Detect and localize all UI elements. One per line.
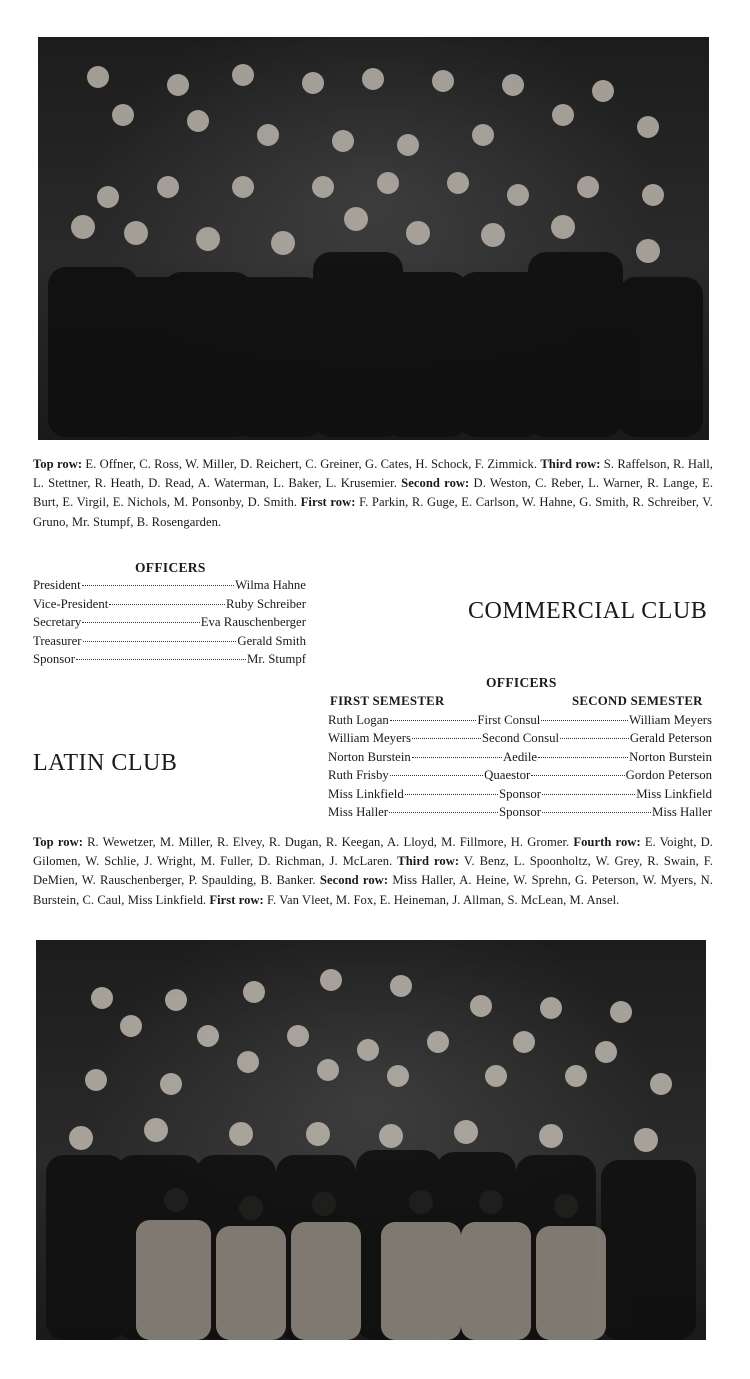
leader-dots — [560, 738, 629, 739]
officer-role: Vice-President — [33, 597, 109, 611]
caption-row-label: Fourth row: — [573, 835, 641, 849]
caption-row-label: Top row: — [33, 835, 83, 849]
leader-dots — [390, 775, 483, 776]
commercial-officers-title: OFFICERS — [135, 560, 206, 575]
caption-row-names: F. Parkin, R. Guge, E. Carlson, W. Hahne, G. Smith, R. Schreiber, V. Gruno, Mr. Stumpf, B. Rosengarden. — [33, 495, 713, 529]
latin-officer-row — [328, 731, 712, 749]
leader-dots — [82, 585, 234, 586]
leader-dots — [109, 604, 225, 605]
latin-club-caption — [33, 833, 713, 910]
leader-dots — [390, 720, 477, 721]
first-semester-name: Ruth Logan — [328, 713, 389, 727]
latin-club-title: LATIN CLUB — [33, 750, 178, 776]
officer-role: Treasurer — [33, 634, 82, 648]
commercial-club-caption — [33, 455, 713, 532]
leader-dots — [538, 757, 628, 758]
latin-officer-row — [328, 805, 712, 823]
officer-name: Ruby Schreiber — [226, 597, 306, 611]
leader-dots — [531, 775, 624, 776]
officer-row — [33, 615, 306, 633]
officer-row — [33, 652, 306, 670]
office-name: Sponsor — [499, 805, 541, 819]
office-name: Aedile — [502, 750, 538, 764]
commercial-club-title: COMMERCIAL CLUB — [468, 598, 708, 624]
caption-row-label: Second row: — [319, 873, 389, 888]
caption-row-label: First row: — [209, 892, 264, 907]
officer-row — [33, 578, 306, 596]
second-semester-name: Gerald Peterson — [629, 731, 713, 745]
latin-officer-row — [328, 750, 712, 768]
commercial-club-photo — [38, 37, 709, 440]
caption-row-names: S. Raffelson, R. Hall, L. Stettner, R. Heath, D. Read, A. Waterman, L. Baker, L. Krusemier. — [33, 457, 713, 491]
caption-row-names: F. Van Vleet, M. Fox, E. Heineman, J. Allman, S. McLean, M. Ansel. — [267, 892, 620, 907]
officer-role: President — [33, 578, 81, 592]
officer-row — [33, 634, 306, 652]
caption-row-names: E. Offner, C. Ross, W. Miller, D. Reichert, C. Greiner, G. Cates, H. Schock, F. Zimmick. — [85, 457, 538, 471]
caption-row-names: R. Wewetzer, M. Miller, R. Elvey, R. Dugan, R. Keegan, A. Lloyd, M. Fillmore, H. Gromer. — [87, 835, 570, 849]
leader-dots — [542, 794, 635, 795]
office-name: First Consul — [477, 713, 541, 727]
caption-row-label: Third row: — [540, 457, 601, 471]
leader-dots — [541, 720, 628, 721]
first-semester-name: Ruth Frisby — [328, 768, 389, 782]
officer-name: Eva Rauschenberger — [200, 615, 306, 629]
leader-dots — [542, 812, 651, 813]
office-name: Sponsor — [499, 787, 541, 801]
first-semester-heading: FIRST SEMESTER — [330, 694, 445, 708]
latin-officer-row — [328, 713, 712, 731]
officer-name: Gerald Smith — [237, 634, 306, 648]
caption-row-names: D. Weston, C. Reber, L. Warner, R. Lange, E. Burt, E. Virgil, E. Nichols, M. Ponsonby, D. Smith. — [33, 476, 714, 510]
caption-row-names: Miss Haller, A. Heine, W. Sprehn, G. Peterson, W. Myers, N. Burstein, C. Caul, Miss Linkfield. — [33, 873, 714, 907]
group-figures-illustration — [38, 37, 709, 440]
second-semester-name: Gordon Peterson — [625, 768, 713, 782]
leader-dots — [83, 641, 237, 642]
caption-row-label: Third row: — [397, 854, 460, 869]
officer-row — [33, 597, 306, 615]
officer-role: Sponsor — [33, 652, 75, 666]
officer-name: Wilma Hahne — [235, 578, 306, 592]
officer-role: Secretary — [33, 615, 82, 629]
leader-dots — [412, 738, 481, 739]
first-semester-name: Norton Burstein — [328, 750, 411, 764]
office-name: Second Consul — [481, 731, 560, 745]
caption-row-label: First row: — [300, 495, 356, 510]
second-semester-name: Miss Haller — [651, 805, 713, 819]
caption-row-names: E. Voight, D. Gilomen, W. Schlie, J. Wright, M. Fuller, D. Richman, J. McLaren. — [33, 835, 713, 869]
caption-row-label: Top row: — [33, 457, 83, 471]
caption-row-label: Second row: — [401, 476, 470, 491]
first-semester-name: Miss Haller — [328, 805, 389, 819]
group-figures-illustration — [36, 940, 706, 1340]
leader-dots — [389, 812, 498, 813]
leader-dots — [76, 659, 246, 660]
leader-dots — [412, 757, 502, 758]
office-name: Quaestor — [484, 768, 531, 782]
officer-name: Mr. Stumpf — [246, 652, 306, 666]
latin-officer-row — [328, 787, 712, 805]
second-semester-name: William Meyers — [629, 713, 712, 727]
second-semester-name: Miss Linkfield — [636, 787, 713, 801]
second-semester-heading: SECOND SEMESTER — [572, 694, 703, 708]
first-semester-name: Miss Linkfield — [328, 787, 404, 801]
leader-dots — [405, 794, 498, 795]
leader-dots — [82, 622, 199, 623]
latin-officer-row — [328, 768, 712, 786]
first-semester-name: William Meyers — [328, 731, 411, 745]
caption-row-names: V. Benz, L. Spoonholtz, W. Grey, R. Swain, F. DeMien, W. Rauschenberger, P. Spaulding, B. Banker. — [33, 854, 713, 888]
latin-officers-title: OFFICERS — [486, 675, 557, 690]
latin-club-photo — [36, 940, 706, 1340]
second-semester-name: Norton Burstein — [629, 750, 712, 764]
